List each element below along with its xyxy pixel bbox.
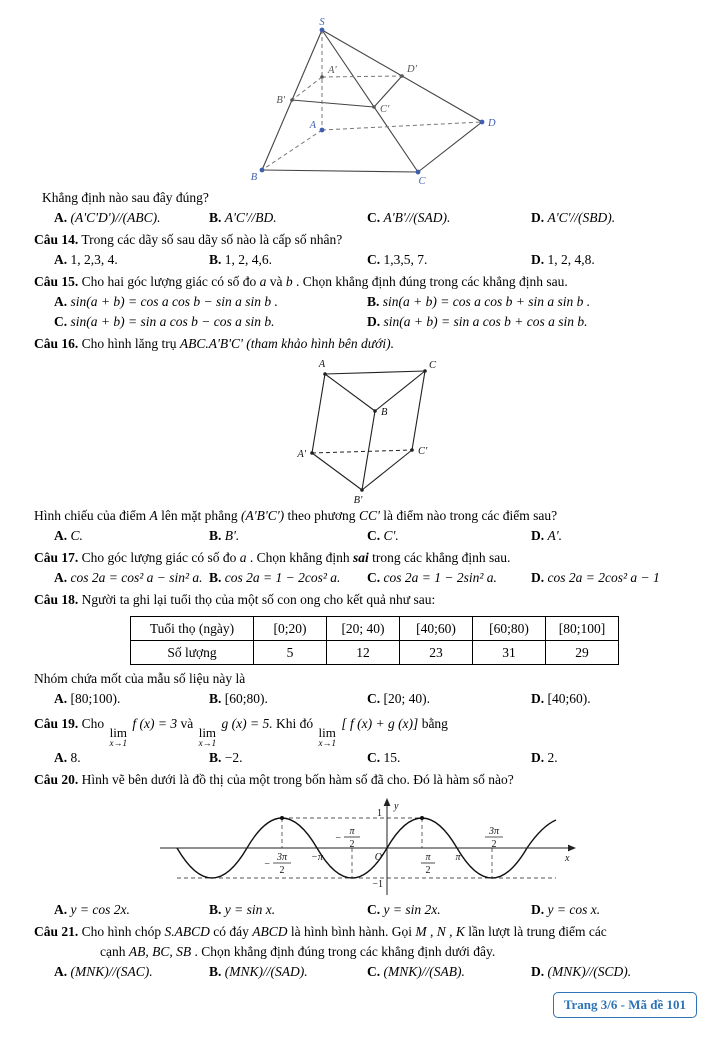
question-text: là điểm nào trong các điểm sau? xyxy=(383,508,558,523)
table-cell: 12 xyxy=(327,641,400,665)
option-key: A. xyxy=(54,528,68,543)
table-cell: [80;100] xyxy=(546,617,619,641)
option-c xyxy=(367,568,531,588)
question-13-text: Khẳng định nào sau đây đúng? xyxy=(42,190,209,205)
option-text: y = sin x. xyxy=(224,902,276,917)
lim-subscript: x→1 xyxy=(109,738,128,748)
option-b xyxy=(209,748,367,768)
option-key: D. xyxy=(531,252,545,267)
question-text: là hình bình hành. Gọi xyxy=(290,924,412,939)
question-14 xyxy=(34,230,695,250)
graph-label-neg-pi-over-2-num: π xyxy=(349,826,355,837)
option-text: B'. xyxy=(224,528,240,543)
graph-axes xyxy=(160,804,570,895)
option-d xyxy=(531,568,695,588)
option-key: D. xyxy=(531,902,545,917)
option-text: cos 2a = 2cos² a − 1 xyxy=(547,570,660,585)
option-c xyxy=(367,689,531,709)
prism-solid-edges xyxy=(312,371,425,490)
option-text: 15. xyxy=(383,750,401,765)
option-b xyxy=(209,900,367,920)
question-label: Câu 21. xyxy=(34,924,79,939)
question-text: Cho hai góc lượng giác có số đo xyxy=(81,274,257,289)
question-18 xyxy=(34,590,695,610)
option-key: C. xyxy=(367,691,381,706)
option-key: A. xyxy=(54,902,68,917)
option-key: C. xyxy=(367,902,381,917)
graph-label-neg-pi: −π xyxy=(311,852,323,863)
option-c xyxy=(367,250,531,270)
question-text: . Chọn khẳng định đúng trong các khẳng định dưới đây. xyxy=(194,944,496,959)
graph-label-pi: π xyxy=(455,852,461,863)
question-label: Câu 20. xyxy=(34,772,79,787)
question-label: Câu 18. xyxy=(34,592,79,607)
pyramid-label-A: A xyxy=(309,120,316,131)
option-b xyxy=(209,250,367,270)
option-key: D. xyxy=(531,528,545,543)
question-text: cạnh xyxy=(100,944,126,959)
question-text: Khi đó xyxy=(275,716,314,731)
question-label: Câu 19. xyxy=(34,716,79,731)
option-key: B. xyxy=(367,294,380,309)
option-text: A'C'//BD. xyxy=(224,210,277,225)
option-b xyxy=(209,208,367,228)
question-text: theo phương xyxy=(287,508,356,523)
question-text: lên mặt phẳng xyxy=(161,508,238,523)
option-a xyxy=(54,250,209,270)
option-key: A. xyxy=(54,570,68,585)
option-key: A. xyxy=(54,210,68,225)
option-c xyxy=(367,900,531,920)
option-text: y = cos x. xyxy=(547,902,601,917)
option-a xyxy=(54,208,209,228)
option-text: sin(a + b) = sin a cos b + cos a sin b. xyxy=(383,314,588,329)
option-key: C. xyxy=(367,964,381,979)
frequency-table xyxy=(130,616,619,665)
table-cell: [20; 40) xyxy=(327,617,400,641)
table-cell: [0;20) xyxy=(254,617,327,641)
option-text: −2. xyxy=(224,750,243,765)
question-15-options xyxy=(34,292,695,332)
pyramid-label-C: C xyxy=(418,176,426,187)
question-16-part2 xyxy=(34,506,695,526)
option-key: C. xyxy=(54,314,68,329)
option-key: D. xyxy=(531,210,545,225)
question-16 xyxy=(34,334,695,354)
question-text: và xyxy=(180,716,194,731)
option-text: [60;80). xyxy=(224,691,268,706)
question-note: (tham khảo hình bên dưới). xyxy=(246,336,394,351)
question-text: lần lượt là trung điểm các xyxy=(468,924,607,939)
option-key: A. xyxy=(54,252,68,267)
question-21-line2 xyxy=(34,942,695,962)
option-c xyxy=(367,526,531,546)
option-d xyxy=(531,526,695,546)
question-text: Cho xyxy=(81,716,105,731)
graph-label-origin: O xyxy=(374,852,382,863)
option-text: A'. xyxy=(547,528,563,543)
option-a xyxy=(54,900,209,920)
question-19 xyxy=(34,711,695,748)
graph-label-neg-3pi-over-2-minus: − xyxy=(264,859,270,870)
option-text: [20; 40). xyxy=(383,691,430,706)
graph-label-3pi-over-2-den: 2 xyxy=(491,839,497,850)
math-var: ABC.A'B'C' xyxy=(179,336,243,351)
question-20 xyxy=(34,770,695,790)
graph-label-neg-one: −1 xyxy=(372,879,383,890)
limit-notation xyxy=(318,727,336,748)
prism-label-B: B xyxy=(381,407,388,418)
math-var: a xyxy=(259,274,267,289)
math-var: (A'B'C') xyxy=(240,508,285,523)
question-17-options xyxy=(34,568,695,588)
option-text: A'C'//(SBD). xyxy=(547,210,616,225)
option-text: sin(a + b) = sin a cos b − cos a sin b. xyxy=(70,314,275,329)
option-key: D. xyxy=(531,570,545,585)
option-key: A. xyxy=(54,691,68,706)
table-row xyxy=(131,641,619,665)
graph-label-x-axis: x xyxy=(565,853,570,864)
sine-graph-figure xyxy=(142,792,582,900)
option-text: sin(a + b) = cos a cos b − sin a sin b . xyxy=(70,294,278,309)
option-key: C. xyxy=(367,570,381,585)
option-key: C. xyxy=(367,210,381,225)
page-number-text: Trang 3/6 - Mã đề 101 xyxy=(563,997,686,1012)
option-text: y = sin 2x. xyxy=(383,902,441,917)
option-a xyxy=(54,962,209,982)
option-d xyxy=(531,208,695,228)
option-text: (MNK)//(SAD). xyxy=(224,964,308,979)
option-key: D. xyxy=(531,750,545,765)
table-cell: 23 xyxy=(400,641,473,665)
question-label: Câu 14. xyxy=(34,232,79,247)
option-text: 1, 2, 4,8. xyxy=(547,252,595,267)
option-d xyxy=(367,312,695,332)
pyramid-label-A-prime: A' xyxy=(328,65,337,76)
option-key: B. xyxy=(209,750,222,765)
page-footer-badge xyxy=(553,992,697,1018)
prism-label-C: C xyxy=(429,360,437,371)
option-text: 8. xyxy=(70,750,81,765)
question-text: trong các khẳng định sau. xyxy=(372,550,511,565)
question-text: Hình vẽ bên dưới là đồ thị của một trong bốn hàm số đã cho. Đó là hàm số nào? xyxy=(81,772,514,787)
math-var: A xyxy=(149,508,158,523)
option-text: 1, 2, 4,6. xyxy=(224,252,273,267)
option-a xyxy=(54,526,209,546)
graph-label-neg-pi-over-2-den: 2 xyxy=(349,839,355,850)
option-key: C. xyxy=(367,750,381,765)
option-key: D. xyxy=(531,691,545,706)
option-key: B. xyxy=(209,528,222,543)
question-17 xyxy=(34,548,695,568)
option-text: C'. xyxy=(383,528,399,543)
option-c xyxy=(367,208,531,228)
option-a xyxy=(54,568,209,588)
option-b xyxy=(209,568,367,588)
exam-page xyxy=(0,16,725,1040)
option-d xyxy=(531,689,695,709)
question-text: Hình chiếu của điểm xyxy=(34,508,147,523)
option-text: (A'C'D')//(ABC). xyxy=(70,210,161,225)
graph-fraction-bars xyxy=(273,837,503,863)
question-text: Cho hình chóp xyxy=(81,924,162,939)
graph-label-3pi-over-2-num: 3π xyxy=(488,826,500,837)
option-text: (MNK)//(SAB). xyxy=(383,964,465,979)
graph-label-neg-pi-over-2-minus: − xyxy=(335,833,341,844)
option-key: C. xyxy=(367,528,381,543)
option-text: 1,3,5, 7. xyxy=(383,252,428,267)
option-text: sin(a + b) = cos a cos b + sin a sin b . xyxy=(382,294,591,309)
math-var: M , N , K xyxy=(415,924,465,939)
math-expr: g (x) = 5. xyxy=(221,716,273,731)
question-text: . Chọn khẳng định xyxy=(249,550,350,565)
question-text: Cho hình lăng trụ xyxy=(81,336,177,351)
option-c xyxy=(54,312,367,332)
graph-label-one: 1 xyxy=(377,808,382,819)
option-b xyxy=(209,689,367,709)
option-key: A. xyxy=(54,294,68,309)
lim-word: lim xyxy=(318,725,336,740)
prism-label-C-prime: C' xyxy=(418,446,428,457)
option-d xyxy=(531,900,695,920)
option-text: cos 2a = cos² a − sin² a. xyxy=(70,570,203,585)
question-text: bằng xyxy=(421,716,448,731)
option-key: B. xyxy=(209,964,222,979)
math-var: a xyxy=(239,550,247,565)
prism-figure xyxy=(292,356,462,506)
question-15 xyxy=(34,272,695,292)
option-a xyxy=(54,689,209,709)
pyramid-label-D: D xyxy=(488,118,496,129)
question-14-options xyxy=(34,250,695,270)
graph-label-pi-over-2-den: 2 xyxy=(425,865,431,876)
table-cell: Tuổi thọ (ngày) xyxy=(131,617,254,641)
math-var: S.ABCD xyxy=(164,924,210,939)
lim-subscript: x→1 xyxy=(318,738,336,748)
table-row xyxy=(131,617,619,641)
emphasis-sai: sai xyxy=(352,550,369,565)
option-text: cos 2a = 1 − 2cos² a. xyxy=(224,570,341,585)
option-key: D. xyxy=(367,314,381,329)
graph-label-y-axis: y xyxy=(394,801,399,812)
math-var: CC' xyxy=(358,508,380,523)
option-a xyxy=(54,748,209,768)
pyramid-label-S: S xyxy=(319,17,325,28)
pyramid-solid-edges xyxy=(262,30,482,172)
option-text: y = cos 2x. xyxy=(70,902,130,917)
option-b xyxy=(209,962,367,982)
table-cell: [60;80) xyxy=(473,617,546,641)
lim-word: lim xyxy=(198,725,217,740)
lim-word: lim xyxy=(109,725,127,740)
question-18-part2 xyxy=(34,669,695,689)
option-text: 1, 2,3, 4. xyxy=(70,252,118,267)
option-text: C. xyxy=(70,528,83,543)
question-20-options xyxy=(34,900,695,920)
graph-label-neg-3pi-over-2-den: 2 xyxy=(279,865,285,876)
graph-label-neg-3pi-over-2-num: 3π xyxy=(276,852,288,863)
limit-notation xyxy=(110,727,128,748)
option-c xyxy=(367,748,531,768)
prism-label-A-prime: A' xyxy=(297,449,306,460)
option-key: D. xyxy=(531,964,545,979)
option-key: B. xyxy=(209,570,222,585)
lim-subscript: x→1 xyxy=(198,738,217,748)
option-key: B. xyxy=(209,691,222,706)
question-text: Cho góc lượng giác có số đo xyxy=(81,550,237,565)
prism-vertex-dots xyxy=(310,369,427,492)
question-text: có đáy xyxy=(213,924,249,939)
pyramid-label-D-prime: D' xyxy=(407,64,417,75)
question-label: Câu 17. xyxy=(34,550,79,565)
pyramid-label-B-prime: B' xyxy=(276,95,285,106)
option-c xyxy=(367,962,531,982)
prism-dashed-edges xyxy=(312,450,412,453)
question-text: và xyxy=(269,274,283,289)
option-text: (MNK)//(SCD). xyxy=(547,964,632,979)
option-text: (MNK)//(SAC). xyxy=(70,964,153,979)
option-key: A. xyxy=(54,964,68,979)
option-b xyxy=(209,526,367,546)
option-text: [80;100). xyxy=(70,691,121,706)
question-18-options xyxy=(34,689,695,709)
question-label: Câu 16. xyxy=(34,336,79,351)
question-text: Trong các dãy số sau dãy số nào là cấp số nhân? xyxy=(81,232,343,247)
question-label: Câu 15. xyxy=(34,274,79,289)
option-text: 2. xyxy=(547,750,558,765)
prism-label-B-prime: B' xyxy=(353,495,363,506)
option-key: A. xyxy=(54,750,68,765)
graph-label-pi-over-2-num: π xyxy=(425,852,431,863)
math-expr: f (x) = 3 xyxy=(132,716,178,731)
math-var: AB, BC, SB xyxy=(128,944,192,959)
table-cell: 5 xyxy=(254,641,327,665)
option-d xyxy=(531,962,695,982)
option-d xyxy=(531,250,695,270)
option-b xyxy=(367,292,695,312)
option-key: B. xyxy=(209,252,222,267)
question-13-options xyxy=(34,208,695,228)
question-16-options xyxy=(34,526,695,546)
question-text: Người ta ghi lại tuổi thọ của một số con ong cho kết quả như sau: xyxy=(81,592,436,607)
option-d xyxy=(531,748,695,768)
option-text: A'B'//(SAD). xyxy=(383,210,451,225)
pyramid-label-B: B xyxy=(250,172,258,183)
math-expr: [ f (x) + g (x)] xyxy=(341,716,419,731)
option-key: C. xyxy=(367,252,381,267)
math-var: b xyxy=(285,274,293,289)
prism-label-A: A xyxy=(318,359,326,370)
option-a xyxy=(54,292,367,312)
question-21-options xyxy=(34,962,695,982)
table-cell: 31 xyxy=(473,641,546,665)
table-cell: Số lượng xyxy=(131,641,254,665)
table-cell: [40;60) xyxy=(400,617,473,641)
option-text: cos 2a = 1 − 2sin² a. xyxy=(383,570,497,585)
option-key: B. xyxy=(209,210,222,225)
math-var: ABCD xyxy=(252,924,288,939)
question-13 xyxy=(34,188,695,208)
pyramid-label-C-prime: C' xyxy=(380,104,390,115)
question-21 xyxy=(34,922,695,942)
table-cell: 29 xyxy=(546,641,619,665)
pyramid-figure xyxy=(240,16,510,188)
limit-notation xyxy=(199,727,217,748)
option-key: B. xyxy=(209,902,222,917)
option-text: [40;60). xyxy=(547,691,591,706)
question-text: . Chọn khẳng định đúng trong các khẳng định sau. xyxy=(295,274,568,289)
question-text: Nhóm chứa mốt của mẫu số liệu này là xyxy=(34,671,246,686)
question-19-options xyxy=(34,748,695,768)
